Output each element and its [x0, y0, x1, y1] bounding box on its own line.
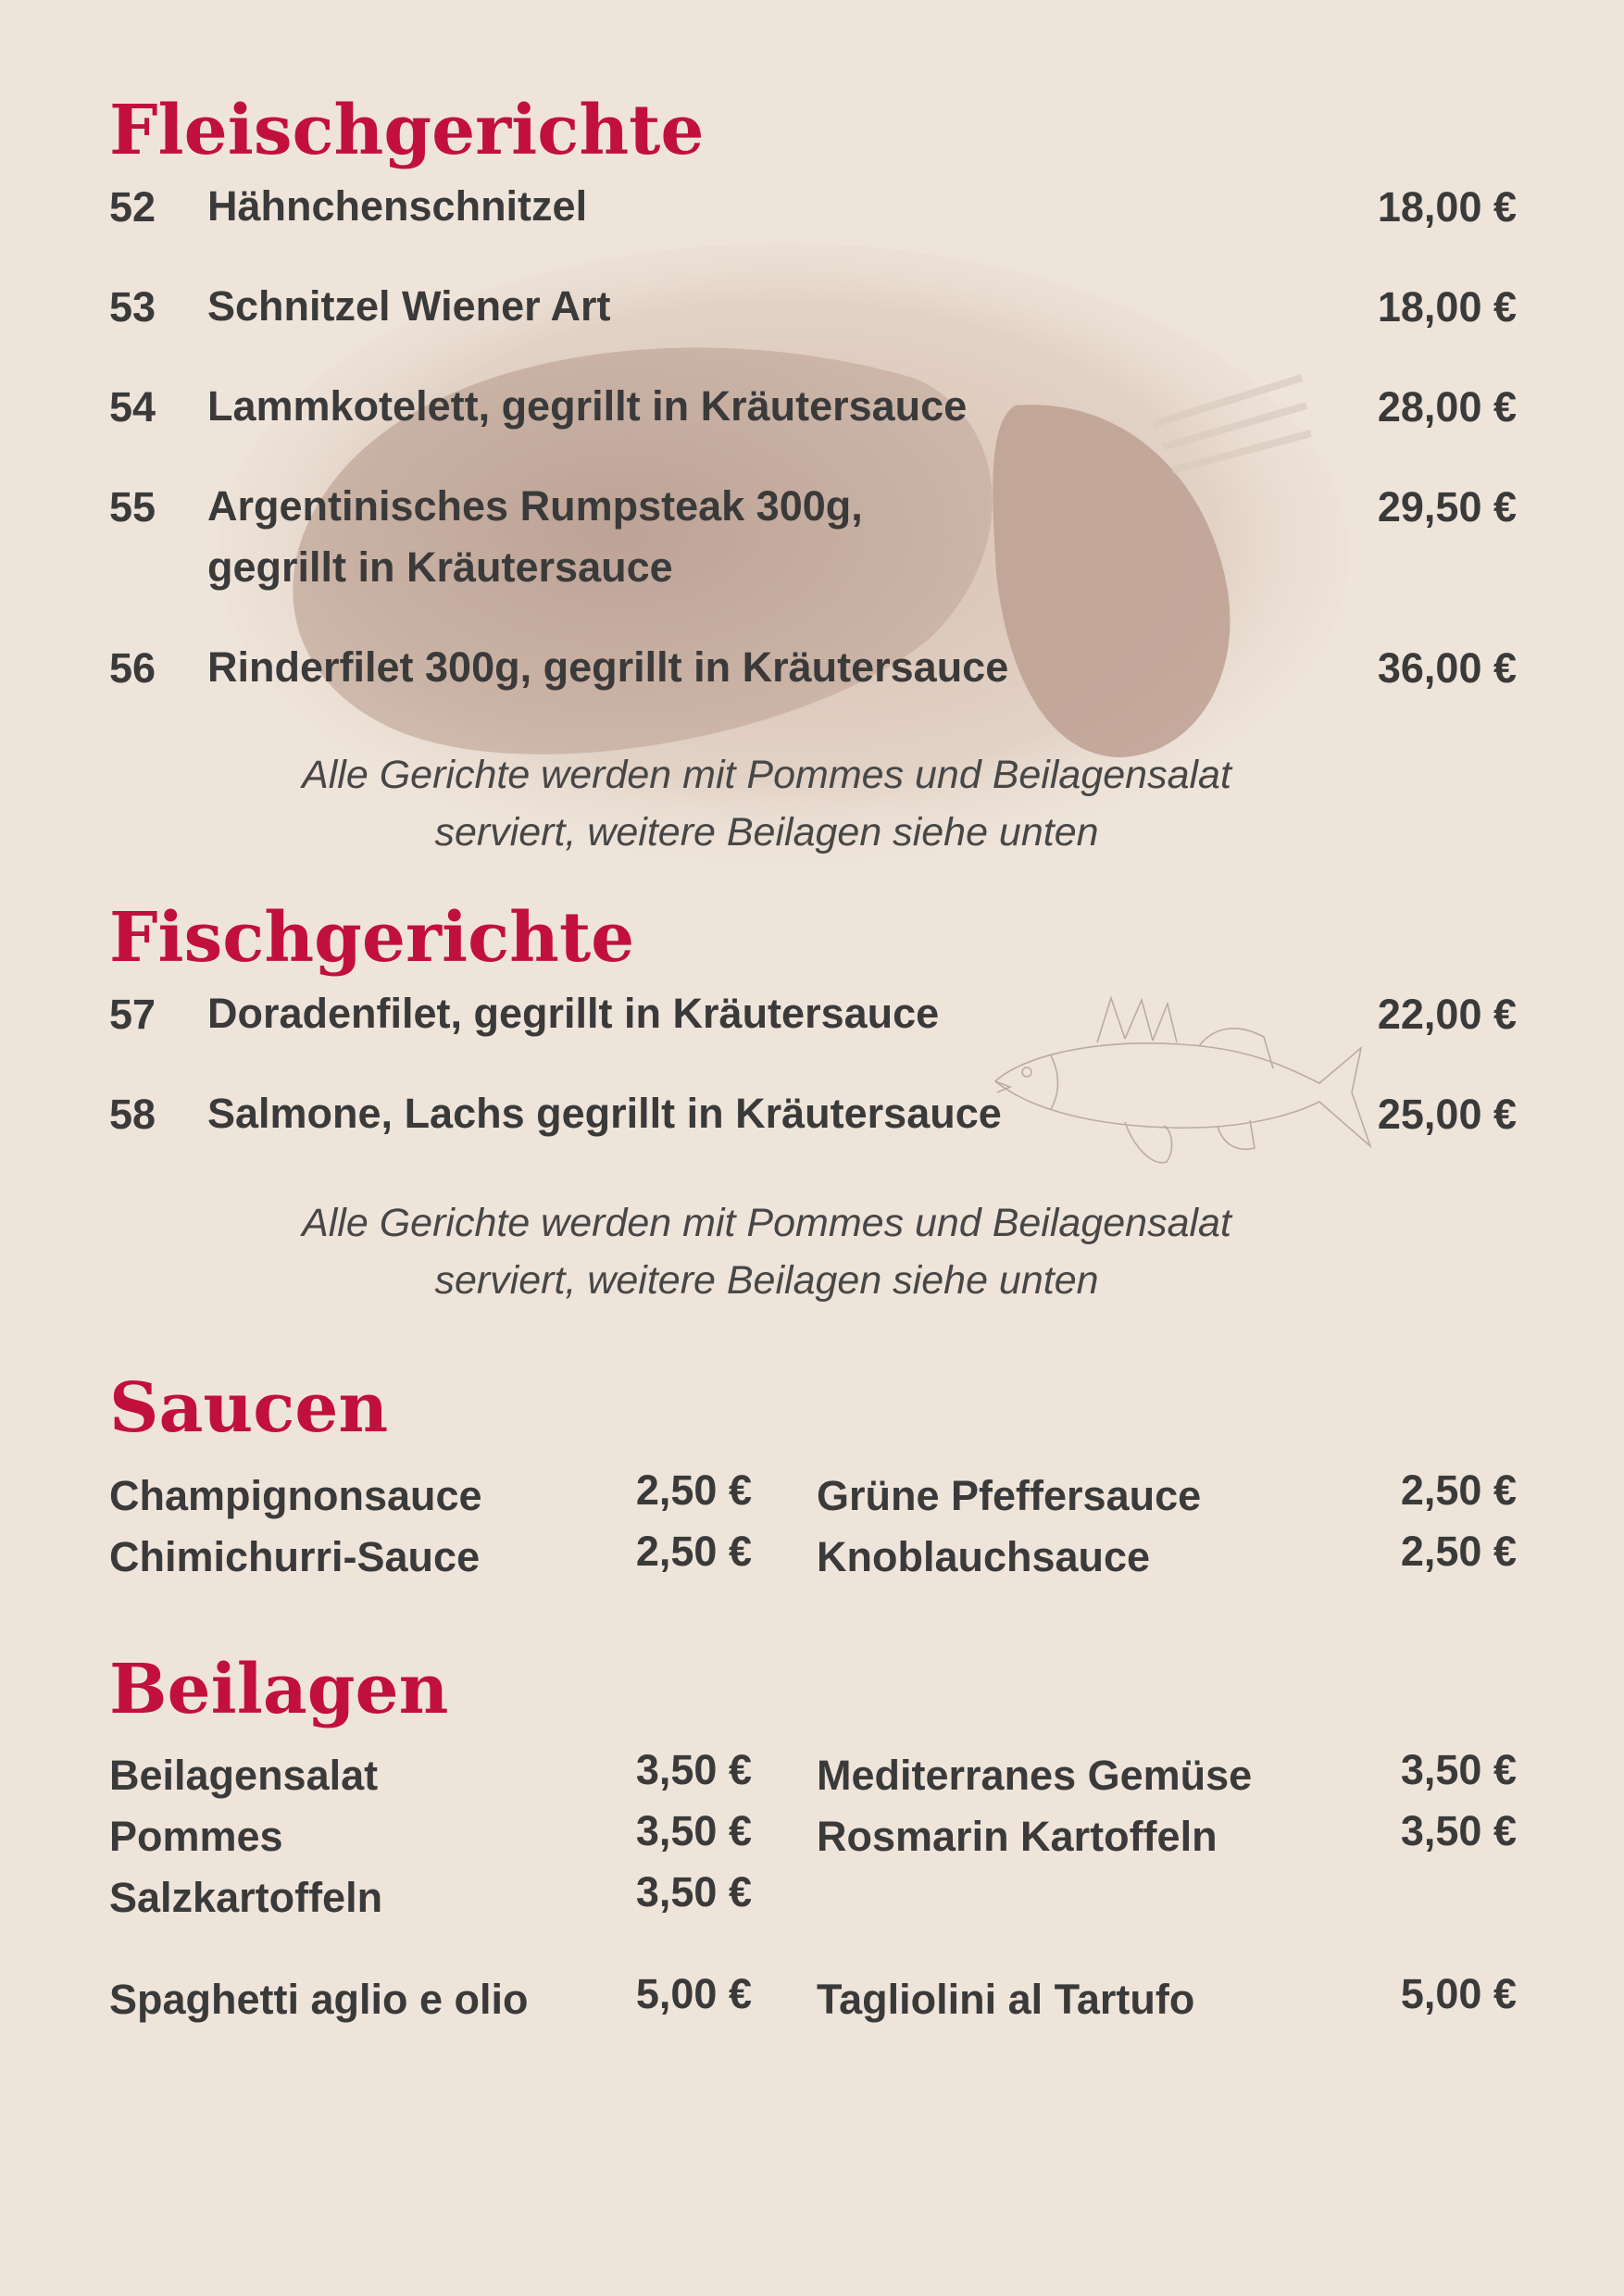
- item-name: Beilagensalat: [109, 1752, 379, 1799]
- dish-name: Lammkotelett, gegrillt in Kräutersauce: [207, 382, 968, 430]
- item-price: 2,50 €: [635, 1528, 752, 1575]
- item-name: Knoblauchsauce: [817, 1533, 1151, 1580]
- note-line: Alle Gerichte werden mit Pommes und Beilagensalat: [302, 1201, 1231, 1245]
- item-name: Champignonsauce: [109, 1472, 482, 1519]
- item-price: 2,50 €: [635, 1466, 752, 1514]
- side-dish-note: [109, 1194, 1424, 1309]
- dish-price: 25,00 €: [1377, 1091, 1517, 1138]
- dish-name: Hähnchenschnitzel: [207, 182, 588, 230]
- dish-price: 18,00 €: [1377, 183, 1517, 231]
- item-name: Mediterranes Gemüse: [817, 1752, 1253, 1799]
- item-price: 5,00 €: [635, 1970, 752, 2017]
- dish-number: 53: [109, 283, 156, 331]
- note-line: Alle Gerichte werden mit Pommes und Beilagensalat: [302, 753, 1231, 797]
- item-price: 5,00 €: [1400, 1970, 1517, 2017]
- dish-number: 58: [109, 1091, 156, 1138]
- item-name: Salzkartoffeln: [109, 1874, 383, 1921]
- dish-number: 57: [109, 991, 156, 1038]
- side-dish-note: [109, 746, 1424, 861]
- section-title-fischgerichte: Fischgerichte: [109, 898, 635, 978]
- item-price: 3,50 €: [1400, 1746, 1517, 1793]
- section-title-saucen: Saucen: [109, 1368, 389, 1448]
- section-title-beilagen: Beilagen: [109, 1650, 449, 1729]
- dish-name: Doradenfilet, gegrillt in Kräutersauce: [207, 990, 940, 1037]
- item-name: Pommes: [109, 1813, 283, 1860]
- item-price: 2,50 €: [1400, 1528, 1517, 1575]
- dish-name: Argentinisches Rumpsteak 300g,: [207, 482, 863, 530]
- dish-number: 52: [109, 183, 156, 231]
- dish-name: Rinderfilet 300g, gegrillt in Kräutersauce: [207, 643, 1009, 691]
- item-price: 3,50 €: [635, 1807, 752, 1854]
- dish-number: 55: [109, 483, 156, 530]
- item-name: Rosmarin Kartoffeln: [817, 1813, 1218, 1860]
- item-name: Grüne Pfeffersauce: [817, 1472, 1202, 1519]
- item-price: 3,50 €: [635, 1868, 752, 1915]
- dish-number: 56: [109, 644, 156, 692]
- dish-name-continued: gegrillt in Kräutersauce: [207, 543, 673, 591]
- item-name: Chimichurri-Sauce: [109, 1533, 481, 1580]
- item-price: 3,50 €: [635, 1746, 752, 1793]
- dish-number: 54: [109, 383, 156, 430]
- item-name: Tagliolini al Tartufo: [817, 1976, 1195, 2023]
- item-name: Spaghetti aglio e olio: [109, 1976, 529, 2023]
- note-line: serviert, weitere Beilagen siehe unten: [434, 1258, 1099, 1303]
- dish-price: 18,00 €: [1377, 283, 1517, 331]
- note-line: serviert, weitere Beilagen siehe unten: [434, 810, 1099, 855]
- item-price: 2,50 €: [1400, 1466, 1517, 1514]
- item-price: 3,50 €: [1400, 1807, 1517, 1854]
- dish-price: 29,50 €: [1377, 483, 1517, 530]
- dish-price: 36,00 €: [1377, 644, 1517, 692]
- dish-name: Salmone, Lachs gegrillt in Kräutersauce: [207, 1090, 1002, 1137]
- dish-price: 28,00 €: [1377, 383, 1517, 430]
- dish-name: Schnitzel Wiener Art: [207, 282, 611, 330]
- section-title-fleischgerichte: Fleischgerichte: [109, 91, 705, 170]
- dish-price: 22,00 €: [1377, 991, 1517, 1038]
